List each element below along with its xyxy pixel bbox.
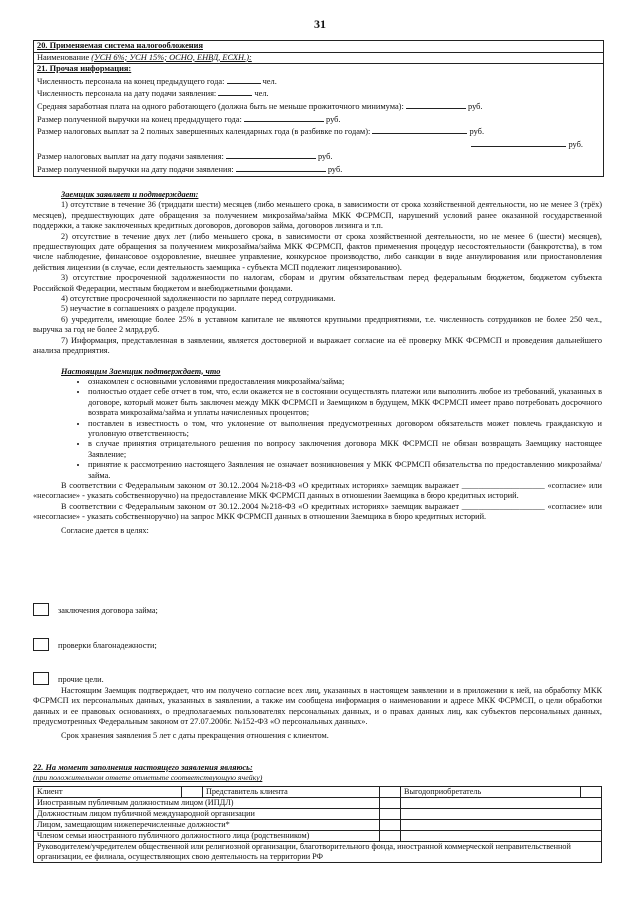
row-label: Иностранным публичным должностным лицом (ИПДЛ)	[34, 798, 380, 809]
credit-history-consent-2: В соответствии с Федеральным законом от 30.12..2004 №218-ФЗ «О кредитных историях» заемщик выражает ____________________ «согласие» или «несогласие» - указать собственноручно) на запрос МКК ФСРМСП данных в отношении Заемщика в бюро кредитных историй.	[33, 501, 602, 522]
confirm-item: • поставлен в известность о том, что уклонение от выполнения предусмотренных договором обязательств может повлечь гражданскую и уголовную ответственность;	[88, 419, 602, 440]
confirms-heading: Настоящим Заемщик подтверждает, что	[61, 366, 221, 376]
checkbox-label: заключения договора займа;	[58, 606, 158, 615]
section21	[34, 64, 603, 175]
tax-2years-field[interactable]	[372, 125, 467, 134]
field-label: Средняя заработная плата на одного работающего (должна быть не меньше прожиточного минимума):	[37, 101, 404, 111]
unit: чел.	[262, 76, 277, 86]
unit: руб.	[568, 139, 583, 149]
field-label: Размер полученной выручки на конец предыдущего года:	[37, 114, 242, 124]
row-label: Должностным лицом публичной международной организации	[34, 809, 380, 820]
declarations-block	[33, 190, 602, 536]
confirm-item: • полностью отдает себе отчет в том, что, если окажется не в состоянии осуществлять платежи или выполнить любое из требований, указанных в договоре, который может быть заключен между МКК ФСРМСП и Заемщиком в будущем, МКК ФСРМСП имеет право потребовать досрочного возврата микрозайма/займа и уплаты начисленных процентов;	[88, 387, 602, 418]
row-empty	[401, 831, 602, 842]
row-checkbox[interactable]	[380, 809, 401, 820]
declare-item: 6) учредители, имеющие более 25% в уставном капитале не являются крупными предприятиями, т.е. численность сотрудников не более 250 чел., выручка за год не более 2 млрд.руб.	[33, 314, 602, 335]
checkbox-representative[interactable]	[380, 787, 401, 798]
revenue-now-field[interactable]	[236, 163, 326, 172]
page-number: 31	[314, 17, 326, 31]
row-label: Членом семьи иностранного публичного должностного лица (родственником)	[34, 831, 380, 842]
staff-now-field[interactable]	[218, 87, 252, 96]
row-checkbox[interactable]	[380, 820, 401, 831]
revenue-end-year-field[interactable]	[244, 113, 324, 122]
checkbox-label: прочие цели.	[58, 675, 104, 684]
unit: руб.	[468, 101, 483, 111]
pd-block	[33, 686, 602, 741]
staff-now-row	[34, 87, 603, 100]
table-header-row	[34, 787, 602, 798]
checkbox-beneficiary[interactable]	[581, 787, 602, 798]
tax-now-row	[34, 150, 603, 163]
declares-heading: Заемщик заявляет и подтверждает:	[61, 190, 199, 199]
tax-2years-row-2	[34, 138, 603, 151]
declare-item: 5) неучастие в соглашениях о разделе продукции.	[61, 304, 237, 314]
field-label: Численность персонала на дату подачи заявления:	[37, 89, 217, 99]
avg-salary-field[interactable]	[406, 100, 466, 109]
tax-system-row	[34, 53, 603, 65]
section20-title: 20. Применяемая система налогообложения	[34, 41, 603, 53]
unit: руб.	[469, 127, 485, 137]
table-row	[34, 831, 602, 842]
status-table	[33, 786, 602, 863]
declare-item: 3) отсутствие просроченной задолженности по налогам, сборам и другим обязательствам перед федеральным бюджетом, бюджетом субъекта Российской Федерации, местным бюджетом и внебюджетными фондами.	[33, 273, 602, 293]
row-label: Лицом, замещающим нижеперечисленные должности*	[34, 820, 380, 831]
declare-item: 1) отсутствие в течение 36 (тридцати шести) месяцев (либо меньшего срока, в зависимости от срока хозяйственной деятельности, но не менее 3 (трёх) месяцев), предшествующих дате обращения за получением микрозайма/займа МКК ФСРМСП, нарушений условий ранее оказанной государственной поддержки, а также заключенных кредитных договоров, договоров займа, договоров лизинга и т.п.	[33, 200, 602, 231]
section21-title: 21. Прочая информация:	[37, 64, 132, 74]
header-client: Клиент	[34, 787, 182, 798]
row-empty	[401, 809, 602, 820]
declare-item: 2) отсутствие в течение двух лет (либо меньшего срока, в зависимости от срока хозяйственной деятельности, но не менее 6 (шести) месяцев), предшествующих дате обращения за получением микрозайма/займа МКК ФСРМСП, фактов применения процедур несостоятельности (банкротства), в том числе наблюдение, финансовое оздоровление, внешнее управление, конкурсное производство, либо санкции в виде аннулирования или приостановления действия лицензии (в случае, если деятельность заемщика - субъекта МСП подлежит лицензированию).	[33, 231, 602, 272]
confirm-item: • принятие к рассмотрению настоящего Заявления не означает возникновения у МКК ФСРМСП обязательства по предоставлению микрозайма/займа.	[88, 460, 602, 481]
row-checkbox[interactable]	[380, 831, 401, 842]
checkbox-reliability[interactable]	[33, 638, 49, 651]
row-empty	[401, 820, 602, 831]
declare-item: 7) Информация, представленная в заявлении, является достоверной и выражает согласие на её проверку МКК ФСРМСП и проведения дальнейшего анализа предприятия.	[33, 335, 602, 356]
field-label: Численность персонала на конец предыдущего года:	[37, 76, 225, 86]
table-row	[34, 820, 602, 831]
field-label: Размер налоговых выплат на дату подачи заявления:	[37, 152, 224, 162]
checkbox-other[interactable]	[33, 672, 49, 685]
staff-end-year-row	[34, 75, 603, 88]
unit: чел.	[254, 89, 269, 99]
declare-item: 4) отсутствие просроченной задолженности по зарплате перед сотрудниками.	[61, 294, 336, 304]
unit: руб.	[326, 114, 341, 124]
avg-salary-row	[34, 100, 603, 113]
personal-data-consent: Настоящим Заемщик подтверждает, что им получено согласие всех лиц, указанных в настоящем заявлении и в приложении к ней, на обработку МКК ФСРМСП их персональных данных, указанных в заявлении, а также им сообщена информация о наименовании и адресе МКК ФСРМСП, о цели обработки данных и ее правовых основаниях, о предполагаемых пользователях персональных данных, и о правах данных лиц, как субъектов персональных данных, предусмотренных Федеральным законом от 27.07.2006г. №152-ФЗ «О персональных данных».	[33, 686, 602, 727]
table-row	[34, 798, 602, 809]
row-checkbox[interactable]	[380, 798, 401, 809]
section22-heading	[33, 763, 602, 784]
checkbox-label: проверки благонадежности;	[58, 641, 157, 650]
table-row	[34, 809, 602, 820]
info-table	[33, 40, 604, 177]
revenue-end-year-row	[34, 113, 603, 126]
unit: руб.	[317, 152, 333, 162]
tax-system-options: (УСН 6%; УСН 15%; ОСНО, ЕНВД, ЕСХН.):	[91, 52, 252, 62]
tax-2years-field-2[interactable]	[471, 138, 566, 147]
table-row	[34, 842, 602, 863]
section22-title: 22. На момент заполнения настоящего заявления являюсь:	[33, 763, 253, 772]
confirms-list	[33, 377, 602, 481]
tax-2years-row	[34, 125, 603, 138]
row-label: Руководителем/учредителем общественной или религиозной организации, благотворительного фонда, иностранной коммерческой неправительственной организации, ее филиала, осуществляющих свою деятельность на территории РФ	[34, 842, 602, 863]
revenue-now-row	[34, 163, 603, 176]
field-label: Размер полученной выручки на дату подачи заявления:	[37, 164, 234, 174]
header-beneficiary: Выгодоприобретатель	[401, 787, 581, 798]
unit: руб.	[327, 164, 343, 174]
checkbox-client[interactable]	[182, 787, 203, 798]
header-representative: Представитель клиента	[203, 787, 380, 798]
credit-history-consent-1: В соответствии с Федеральным законом от 30.12..2004 №218-ФЗ «О кредитных историях» заемщик выражает ____________________ «согласие» или «несогласие» - указать собственноручно) на предоставление МКК ФСРМСП данных в отношении Заемщика в бюро кредитных историй.	[33, 480, 602, 501]
confirm-item: • в случае принятия отрицательного решения по вопросу заключения договора МКК ФСРМСП не обязан возвращать Заемщику настоящее Заявление;	[88, 439, 602, 460]
consent-purpose: Согласие дается в целях:	[61, 525, 149, 535]
tax-now-field[interactable]	[226, 150, 316, 159]
confirm-item: • ознакомлен с основными условиями предоставления микрозайма/займа;	[88, 377, 602, 387]
tax-system-label: Наименование	[37, 52, 92, 62]
staff-end-year-field[interactable]	[227, 75, 261, 84]
row-empty	[401, 798, 602, 809]
section22-note: (при положительном ответе отметьте соответствующую ячейку)	[33, 773, 263, 783]
checkbox-loan-agreement[interactable]	[33, 603, 49, 616]
field-label: Размер налоговых выплат за 2 полных завершенных календарных года (в разбивке по годам):	[37, 127, 371, 137]
retention-note: Срок хранения заявления 5 лет с даты прекращения отношения с клиентом.	[61, 730, 329, 740]
